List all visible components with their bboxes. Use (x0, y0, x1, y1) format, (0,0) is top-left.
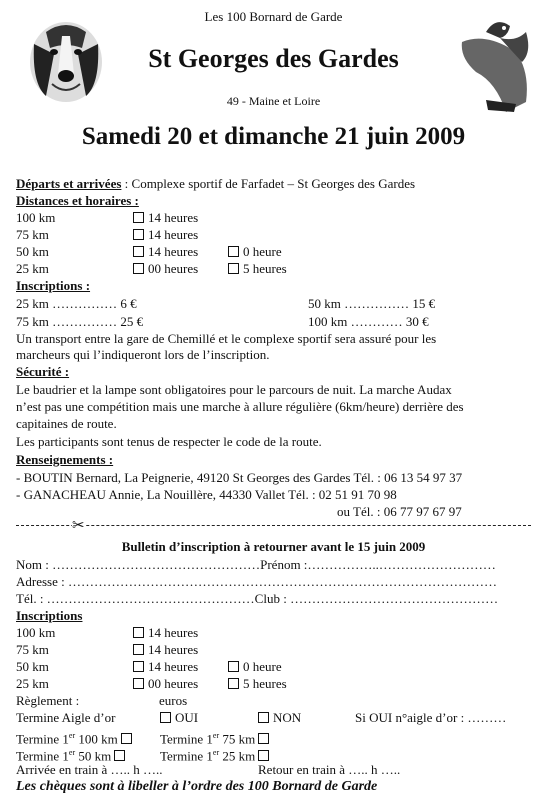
securite-label: Sécurité : (16, 364, 70, 379)
form-distance-row (16, 659, 316, 675)
inscriptions-label: Inscriptions : (16, 278, 91, 293)
duration-label: 00 heures (148, 676, 199, 691)
distance-row (16, 227, 316, 243)
checkbox[interactable] (133, 263, 144, 274)
distance-row (16, 244, 316, 260)
non-option[interactable] (258, 710, 301, 726)
securite-line: capitaines de route. (16, 416, 117, 431)
price-100: 100 km ………… 30 € (308, 314, 429, 329)
cut-line (16, 525, 531, 528)
non-label: NON (273, 710, 302, 725)
duration-label: 0 heure (243, 244, 282, 259)
distance-km: 50 km (16, 244, 49, 259)
page-title: St Georges des Gardes (148, 44, 399, 73)
duration-label: 5 heures (243, 676, 287, 691)
duration-label: 0 heure (243, 659, 282, 674)
region: 49 - Maine et Loire (226, 94, 321, 108)
tel-club-field[interactable]: Tél. : …………………………………………Club : ………………………………………… (16, 591, 499, 606)
form-title: Bulletin d’inscription à retourner avant le 15 juin 2009 (121, 539, 426, 554)
checkbox[interactable] (228, 661, 239, 672)
contact-line: ou Tél. : 06 77 97 67 97 (337, 504, 462, 519)
checkbox[interactable] (121, 733, 132, 744)
duration-label: 00 heures (148, 261, 199, 276)
securite-line: Les participants sont tenus de respecter le code de la route. (16, 434, 322, 449)
departures-line (16, 176, 415, 192)
duration-label: 14 heures (148, 625, 199, 640)
termine-100[interactable]: Termine 1er 100 km (16, 728, 136, 747)
distance-km: 25 km (16, 676, 49, 691)
duration-label: 14 heures (148, 227, 199, 242)
checkbox[interactable] (133, 644, 144, 655)
euros-label: euros (159, 693, 188, 708)
contact-line: - GANACHEAU Annie, La Nouillère, 44330 Vallet Tél. : 02 51 91 70 98 (16, 487, 397, 502)
distance-row (16, 210, 316, 226)
price-75: 75 km …………… 25 € (16, 314, 144, 329)
termine-50[interactable]: Termine 1er 50 km (16, 745, 129, 764)
checkbox[interactable] (160, 712, 171, 723)
contact-line: - BOUTIN Bernard, La Peignerie, 49120 St Georges des Gardes Tél. : 06 13 54 97 37 (16, 470, 463, 485)
departures-value: : Complexe sportif de Farfadet – St Georges des Gardes (121, 176, 416, 191)
checkbox[interactable] (228, 246, 239, 257)
adresse-field[interactable]: Adresse : ……………………………………………………………………………………… (16, 574, 497, 589)
checkbox[interactable] (133, 678, 144, 689)
checkbox[interactable] (258, 750, 269, 761)
retour-field[interactable]: Retour en train à ….. h ….. (258, 762, 401, 777)
securite-line: Le baudrier et la lampe sont obligatoires pour le parcours de nuit. La marche Audax (16, 382, 452, 397)
distance-km: 75 km (16, 642, 49, 657)
form-distance-row (16, 676, 316, 692)
securite-line: n’est pas une compétition mais une marche à allure régulière (6km/heure) derrière des (16, 399, 464, 414)
duration-label: 14 heures (148, 642, 199, 657)
checkbox[interactable] (133, 661, 144, 672)
termine-25[interactable]: Termine 1er 25 km (160, 745, 273, 764)
duration-label: 14 heures (148, 244, 199, 259)
transport-line: Un transport entre la gare de Chemillé et le complexe sportif sera assuré pour les (16, 331, 437, 346)
checkbox[interactable] (133, 246, 144, 257)
checkbox[interactable] (133, 229, 144, 240)
aigle-label: Termine Aigle d’or (16, 710, 116, 725)
duration-label: 5 heures (243, 261, 287, 276)
checkbox[interactable] (258, 712, 269, 723)
arrivee-field[interactable]: Arrivée en train à ….. h ….. (16, 762, 163, 777)
nom-field[interactable]: Nom : …………………………………………Prénom :……………..……………………… (16, 557, 496, 572)
checkbox[interactable] (133, 212, 144, 223)
distances-label: Distances et horaires : (16, 193, 139, 208)
duration-label: 14 heures (148, 210, 199, 225)
departures-label: Départs et arrivées (16, 176, 122, 191)
club-name: Les 100 Bornard de Garde (204, 9, 343, 24)
transport-line: marcheurs qui l’indiqueront lors de l’inscription. (16, 347, 270, 362)
cheques-note: Les chèques sont à libeller à l’ordre des 100 Bornard de Garde (16, 779, 378, 794)
price-50: 50 km …………… 15 € (308, 296, 436, 311)
si-oui-field[interactable]: Si OUI n°aigle d’or : ……… (355, 710, 507, 725)
form-distance-row (16, 642, 316, 658)
distance-row (16, 261, 316, 277)
checkbox[interactable] (133, 627, 144, 638)
price-25: 25 km …………… 6 € (16, 296, 137, 311)
form-inscriptions-label: Inscriptions (16, 608, 83, 623)
renseignements-label: Renseignements : (16, 452, 114, 467)
distance-km: 75 km (16, 227, 49, 242)
scissors-icon: ✂ (72, 518, 85, 534)
checkbox[interactable] (258, 733, 269, 744)
distance-km: 50 km (16, 659, 49, 674)
reglement-label: Règlement : (16, 693, 80, 708)
checkbox[interactable] (114, 750, 125, 761)
duration-label: 14 heures (148, 659, 199, 674)
form-distance-row (16, 625, 316, 641)
checkbox[interactable] (228, 678, 239, 689)
oui-label: OUI (175, 710, 199, 725)
distance-km: 100 km (16, 625, 56, 640)
distance-km: 25 km (16, 261, 49, 276)
checkbox[interactable] (228, 263, 239, 274)
event-dates: Samedi 20 et dimanche 21 juin 2009 (81, 123, 466, 150)
termine-75[interactable]: Termine 1er 75 km (160, 728, 273, 747)
oui-option[interactable] (160, 710, 198, 726)
distance-km: 100 km (16, 210, 56, 225)
